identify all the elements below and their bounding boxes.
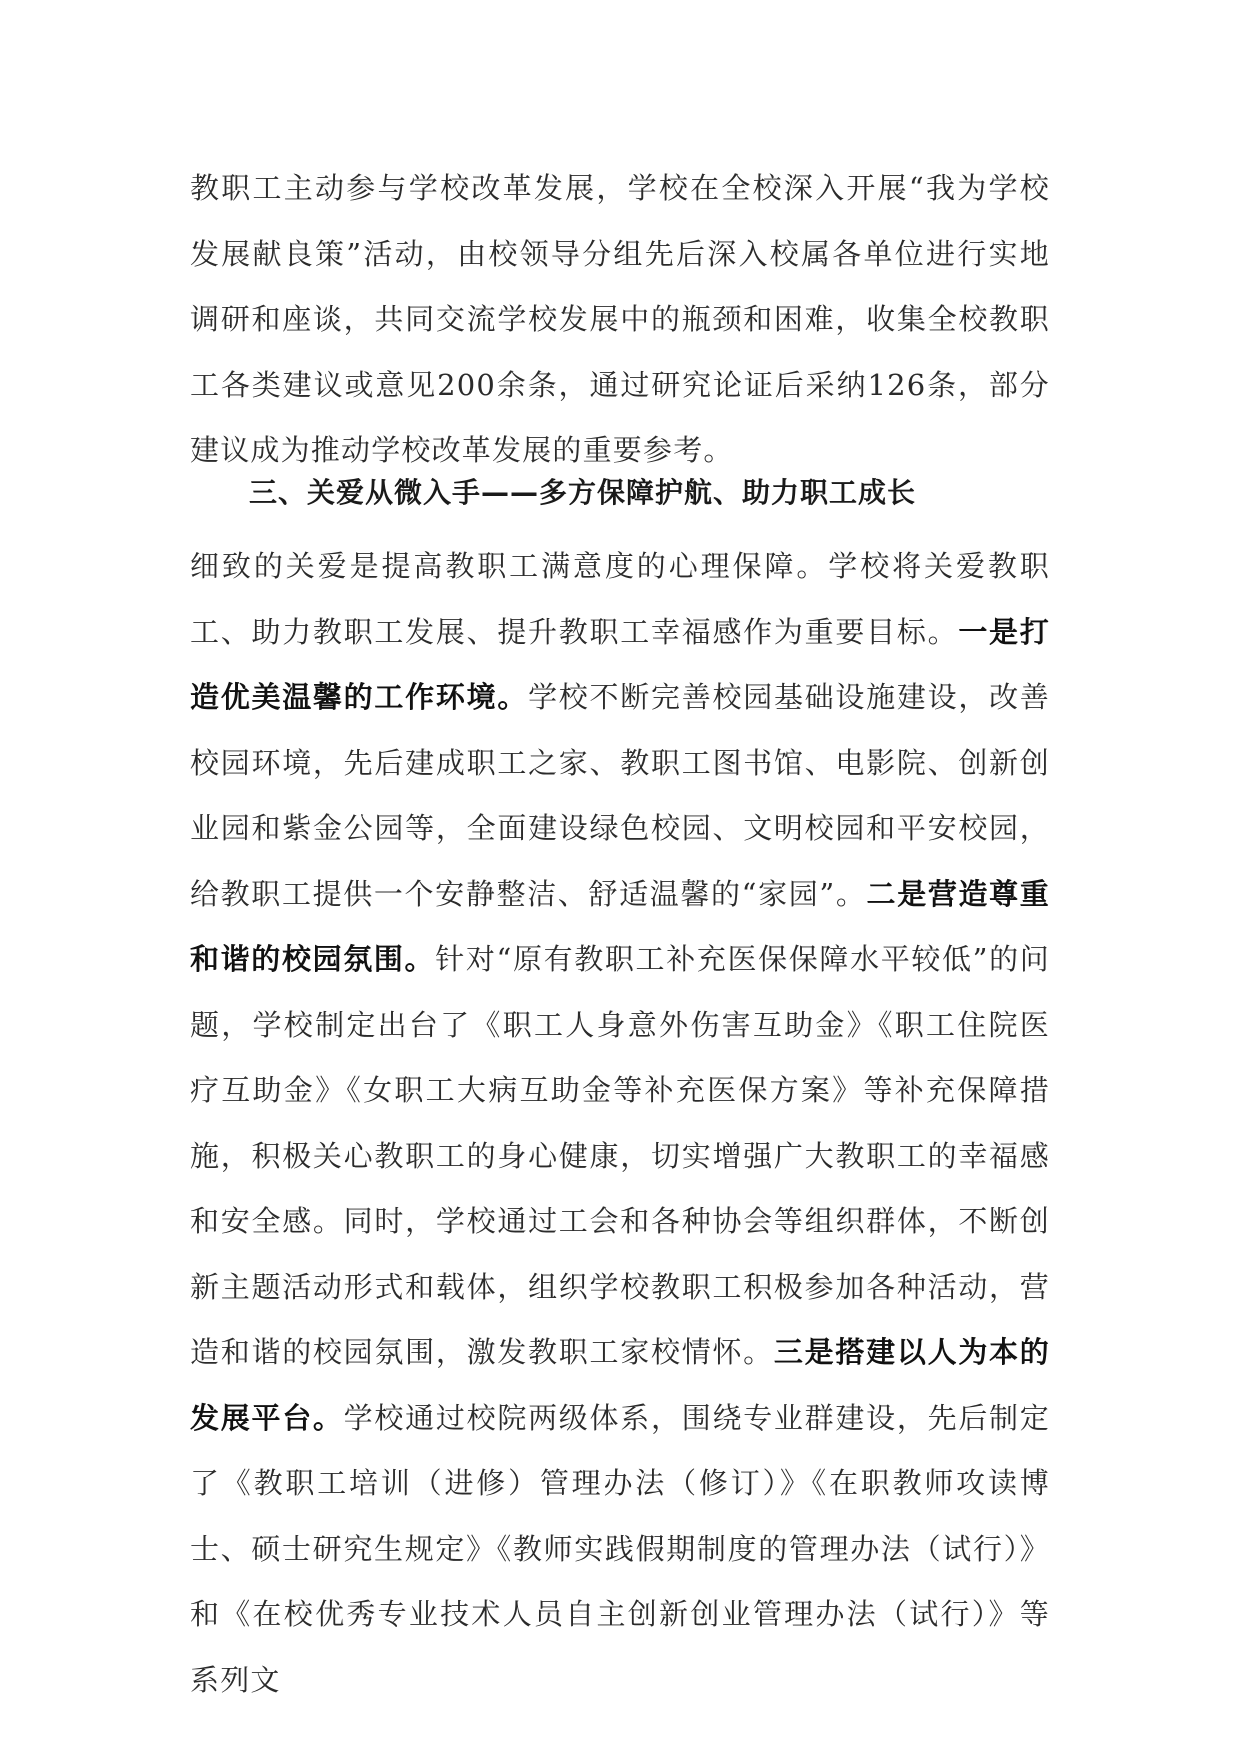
point-3-body: 学校通过校院两级体系，围绕专业群建设，先后制定了《教职工培训（进修）管理办法（修订）》《在职教师攻读博士、硕士研究生规定》《教师实践假期制度的管理办法（试行）》和《在校优秀专业技术人员自主创新创业管理办法（试行）》等系列文 xyxy=(190,1400,1050,1697)
point-1-title: 一是打造优美温馨的工作环境。 xyxy=(190,614,1050,714)
point-2-title: 二是营造尊重和谐的校园氛围。 xyxy=(190,876,1050,976)
section-heading: 三、关爱从微入手——多方保障护航、助力职工成长 xyxy=(249,476,917,509)
point-1-body: 学校不断完善校园基础设施建设，改善校园环境，先后建成职工之家、教职工图书馆、电影院、创新创业园和紫金公园等，全面建设绿色校园、文明校园和平安校园，给教职工提供一个安静整洁、舒适温馨的“家园”。 xyxy=(190,680,1051,911)
paragraph-2-intro: 细致的关爱是提高教职工满意度的心理保障。学校将关爱教职工、助力教职工发展、提升教职工幸福感作为重要目标。 xyxy=(190,549,1050,649)
point-2-body: 针对“原有教职工补充医保保障水平较低”的问题，学校制定出台了《职工人身意外伤害互助金》《职工住院医疗互助金》《女职工大病互助金等补充医保方案》等补充保障措施，积极关心教职工的身心健康，切实增强广大教职工的幸福感和安全感。同时，学校通过工会和各种协会等组织群体，不断创新主题活动形式和载体，组织学校教职工积极参加各种活动，营造和谐的校园氛围，激发教职工家校情怀。 xyxy=(190,942,1050,1369)
paragraph-1: 教职工主动参与学校改革发展，学校在全校深入开展“我为学校发展献良策”活动，由校领导分组先后深入校属各单位进行实地调研和座谈，共同交流学校发展中的瓶颈和困难，收集全校教职工各类建议或意见200余条，通过研究论证后采纳126条，部分建议成为推动学校改革发展的重要参考。 xyxy=(190,171,1050,467)
paragraph-2 xyxy=(190,534,1050,1713)
point-3-title: 三是搭建以人为本的发展平台。 xyxy=(190,1335,1050,1435)
